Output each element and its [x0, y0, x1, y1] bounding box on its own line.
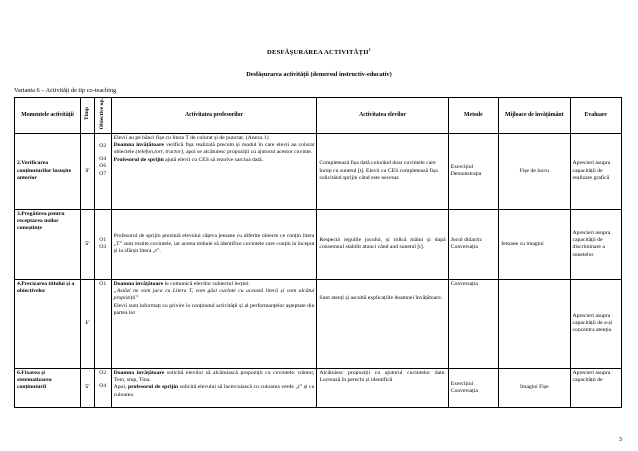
evaluation-cell: Aprecieri asupra capacității de	[570, 368, 622, 407]
methods-cell: Exercițiul Conversația	[448, 368, 498, 407]
means-cell: Fișe de lucru	[499, 133, 570, 209]
moment-cell: 6.Fixarea și sistematizarea conținuturil	[15, 368, 81, 407]
table-row	[15, 133, 622, 209]
table-header-row	[15, 98, 622, 134]
objectives-cell: O1 O3	[94, 209, 111, 279]
teacher-activity-cell: Doamna învățătoare solicită elevilor să alcătuiască propoziții cu cuvintele: trântor, Toto, stup, Tina. Apoi, profesorul de sprijin solicită elevului să încercuiască cu culoarea verde „t” și cu culoarea	[111, 368, 317, 407]
table-row	[15, 209, 622, 279]
teacher-activity-cell: Elevii au pe bănci fișe cu litera T de colorat și de punctat. (Anexa 1) Doamna învățătoare verifică fișa realizată precum și modul în care elevii au colorat obiectele (telefon,tort, tractor), apoi se alcătuiesc propoziții cu ajutorul acestor cuvinte. Profesorul de sprijin ajută elevii cu CES să rezolve sarcina dată.	[111, 133, 317, 209]
header-students: Activitatea elevilor	[317, 98, 448, 134]
student-activity-cell: Completează fișa dată colorând doar cuvintele care încep cu sunetul [t]. Elevii cu CES completează fișa solicitând sprijin când este necesar.	[317, 133, 448, 209]
teacher-activity-cell: Profesorul de sprijin prezintă elevului cățeva jetoane cu diferite obiecte ce conțin litera „T” sunt rostite cuvintele, iar acesta trebuie să identifice cuvintele care conțin la început și la sfârșit litera „t”.	[111, 209, 317, 279]
page-number: 3	[618, 436, 622, 443]
header-time: Timp	[81, 98, 95, 134]
methods-cell: Exercițiul Demonstrația	[448, 133, 498, 209]
header-means: Mijloace de învățământ	[499, 98, 570, 134]
student-activity-cell: Sunt atenți și ascultă explicațiile doamnei învățătoare.	[317, 279, 448, 368]
time-cell: 3'	[81, 133, 95, 209]
lesson-plan-table	[14, 97, 622, 408]
objectives-cell: O2 O4 O6 O7	[94, 133, 111, 209]
time-cell: 5'	[81, 209, 95, 279]
time-cell: 5'	[81, 368, 95, 407]
objectives-cell: O1	[94, 279, 111, 368]
methods-cell: Conversația	[448, 279, 498, 368]
header-objectives: Obiective op.	[94, 98, 111, 134]
document-subtitle: Desfășurarea activității (demersul instructiv-educativ)	[246, 71, 392, 78]
moment-cell: 2.Verificarea conținuturilor însușite anterior	[15, 133, 81, 209]
evaluation-cell: Aprecieri asupra capacității de discriminare a sunetelor	[570, 209, 622, 279]
evaluation-cell: Aprecieri asupra capacității de realizare grafică	[570, 133, 622, 209]
variant-line: Varianta 6 – Activități de tip co-teaching	[14, 87, 117, 94]
header-evaluation: Evaluare	[570, 98, 622, 134]
header-moments: Momentele activității	[15, 98, 81, 134]
moment-cell: 3.Pregătirea pentru receptarea noilor cunoștințe	[15, 209, 81, 279]
teacher-activity-cell: Doamna învățătoare le comunică elevilor subiectul lecției: „Astăzi ne vom juca cu Litera T, vom găsi cuvinte cu această literă și vom alcătui propoziții” Elevii sunt informați cu privire la conținutul activității și al performanțelor așteptate din partea lor	[111, 279, 317, 368]
objectives-cell: O2 O4	[94, 368, 111, 407]
header-teacher: Activitatea profesorilor	[111, 98, 317, 134]
time-cell: 1'	[81, 279, 95, 368]
means-cell: Jetoane cu imagini	[499, 209, 570, 279]
student-activity-cell: Alcătuiesc propoziții cu ajutorul cuvintelor date. Lucrează în perechi și identifică	[317, 368, 448, 407]
student-activity-cell: Respectă regulile jocului, și ridică mâini și după consemnul stabilit atunci când aud sunetul [t].	[317, 209, 448, 279]
means-cell	[499, 279, 570, 368]
document-title: DESFĂȘURAREA ACTIVITĂȚII$^1$	[267, 47, 371, 57]
table-row	[15, 368, 622, 407]
header-methods: Metode	[448, 98, 498, 134]
table-row	[15, 279, 622, 368]
means-cell: Imagini Fișe	[499, 368, 570, 407]
evaluation-cell: Aprecieri asupra capacității de a-și concentra atenția	[570, 279, 622, 368]
moment-cell: 4.Precizarea titlului și a obiectivelor	[15, 279, 81, 368]
methods-cell: Jocul didactic Conversația	[448, 209, 498, 279]
